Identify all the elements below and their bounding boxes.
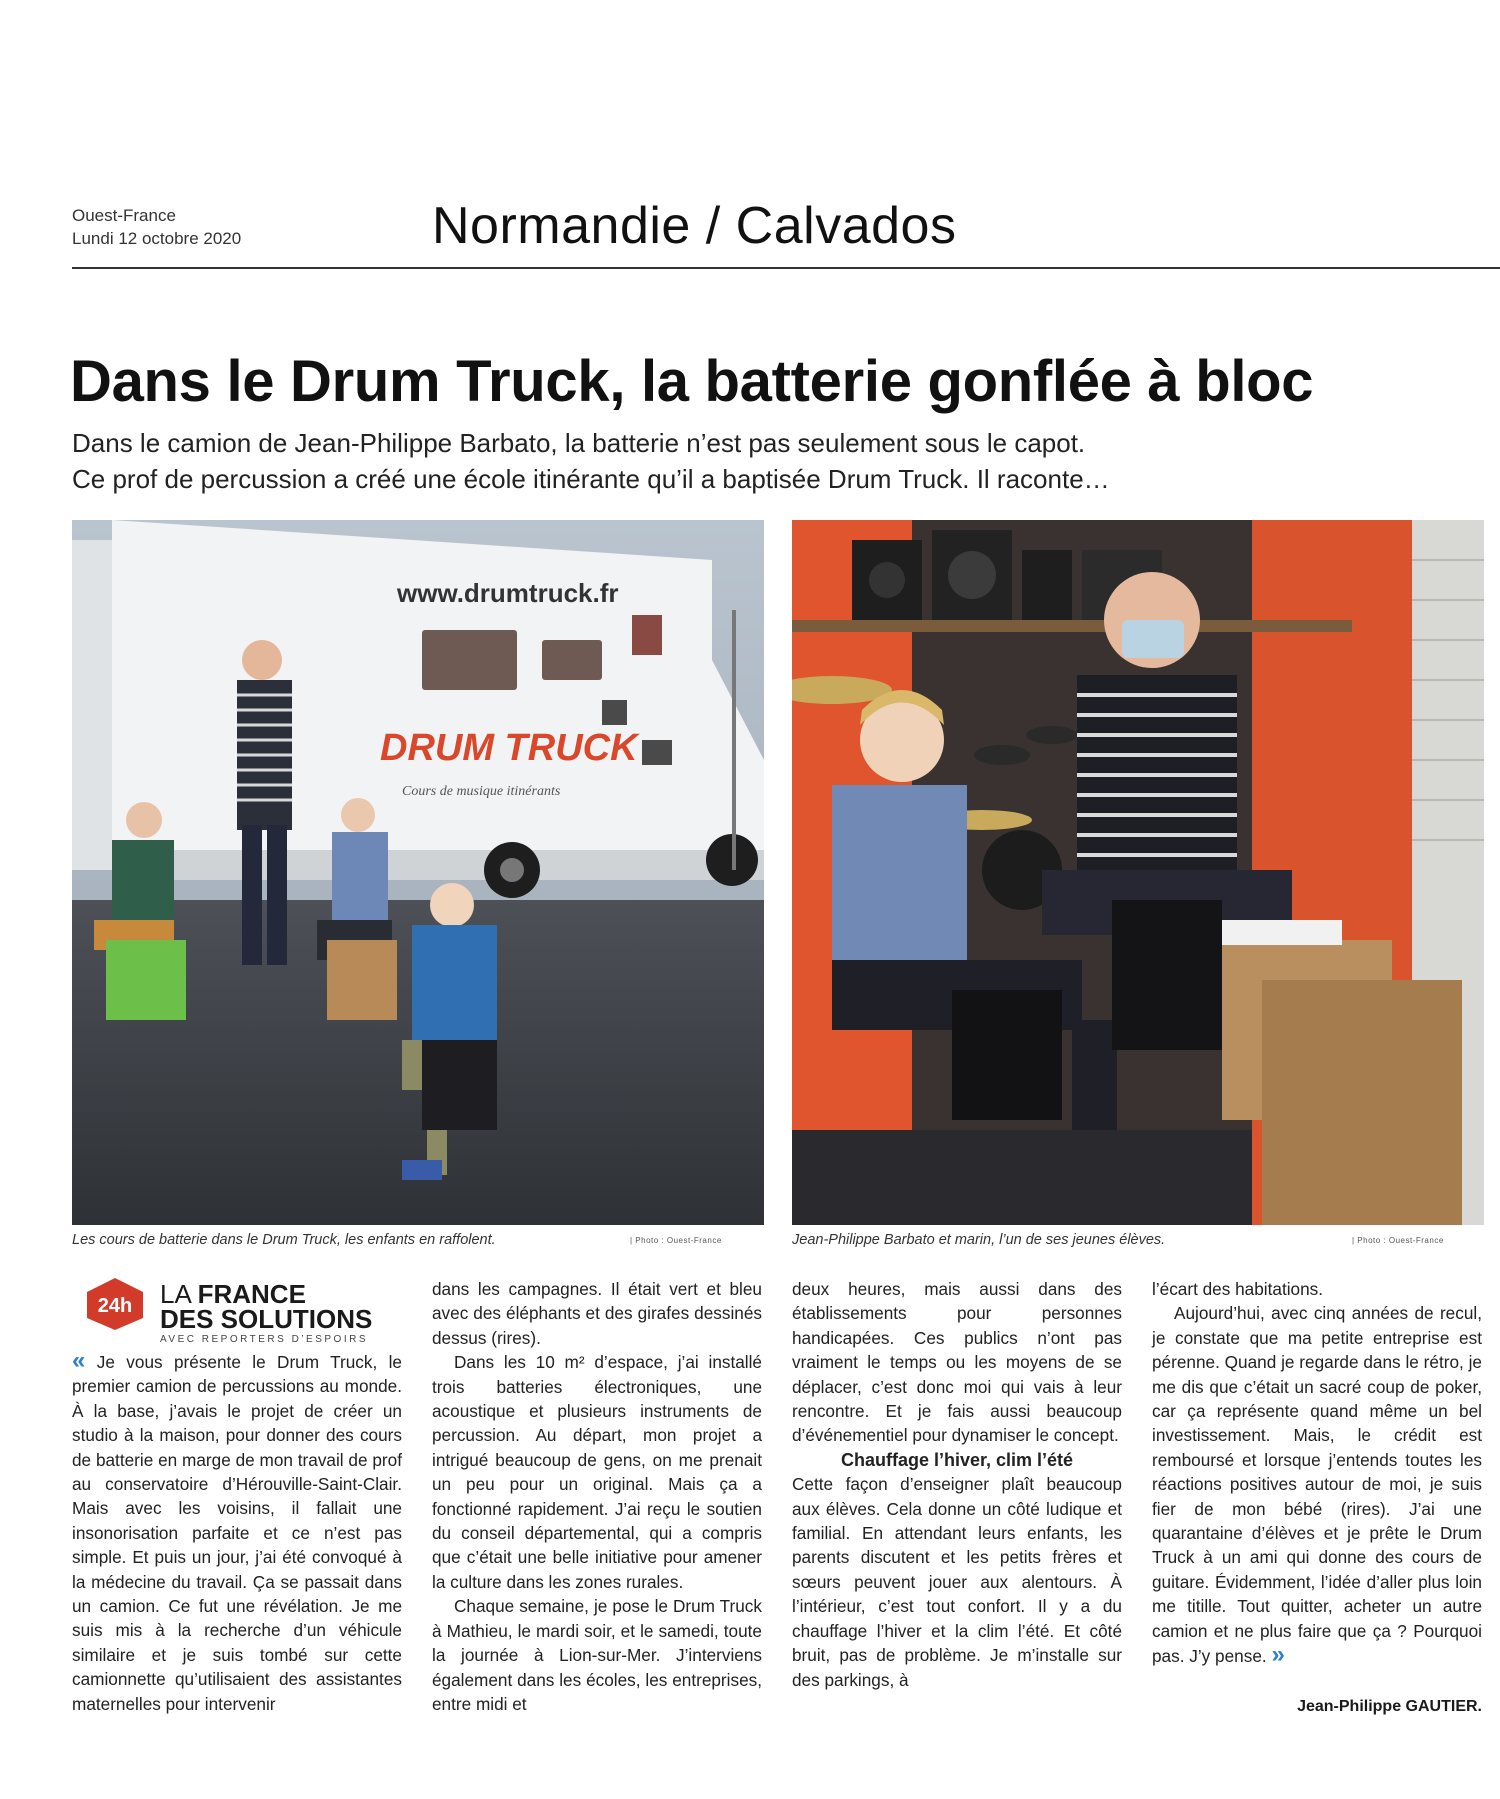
publication-name: Ouest-France bbox=[72, 206, 176, 225]
standfirst-line-2: Ce prof de percussion a créé une école itinérante qu’il a baptisée Drum Truck. Il raconte… bbox=[72, 464, 1110, 494]
photo-studio-illustration bbox=[792, 520, 1484, 1225]
24h-badge-icon bbox=[84, 1276, 146, 1332]
la-france-des-solutions-logo bbox=[160, 1279, 373, 1345]
paragraph-3-continued: deux heures, mais aussi dans des établissements pour personnes handicapées. Ces publics n’ont pas vraiment le temps ou les moyens de se déplacer, c’est donc moi qui vais à leur rencontre. Et je fais aussi beaucoup d’événementiel pour dynamiser le concept. bbox=[792, 1279, 1122, 1446]
photo-drum-truck bbox=[72, 520, 764, 1225]
author-signature: Jean-Philippe GAUTIER. bbox=[1297, 1698, 1482, 1715]
article-column-1 bbox=[72, 1349, 402, 1716]
credit-photo-1: | Photo : Ouest-France bbox=[630, 1236, 722, 1245]
logo-des-solutions: DES SOLUTIONS bbox=[160, 1304, 373, 1334]
caption-photo-1: Les cours de batterie dans le Drum Truck, les enfants en raffolent. bbox=[72, 1232, 496, 1248]
paragraph-4-continued: l’écart des habitations. bbox=[1152, 1279, 1324, 1299]
subheading: Chauffage l’hiver, clim l’été bbox=[840, 1449, 1074, 1470]
paragraph-5 bbox=[1152, 1301, 1482, 1668]
caption-photo-2: Jean-Philippe Barbato et marin, l’un de ses jeunes élèves. bbox=[792, 1232, 1166, 1248]
article-column-2 bbox=[432, 1277, 762, 1716]
paragraph-3: Chaque semaine, je pose le Drum Truck à Mathieu, le mardi soir, et le samedi, toute la journée à Lion-sur-Mer. J’interviens également dans les écoles, les entreprises, entre midi et bbox=[432, 1596, 762, 1714]
standfirst-line-1: Dans le camion de Jean-Philippe Barbato, la batterie n’est pas seulement sous le capot. bbox=[72, 428, 1086, 458]
article-column-3 bbox=[792, 1277, 1122, 1692]
paragraph-1-continued: dans les campagnes. Il était vert et bleu avec des éléphants et des girafes dessinés dessus (rires). bbox=[432, 1279, 762, 1348]
badge-text: 24h bbox=[97, 1295, 133, 1317]
paragraph-4: Cette façon d’enseigner plaît beaucoup aux élèves. Cela donne un côté ludique et familial. En attendant leurs enfants, les parents discutent et les petits frères et sœurs peuvent jouer aux alentours. À l’intérieur, c’est tout confort. Il y a du chauffage l’hiver et la clim l’été. Et côté bruit, pas de problème. Je m’installe sur des parkings, à bbox=[792, 1474, 1122, 1690]
quote-close-icon: » bbox=[1271, 1641, 1285, 1669]
paragraph-1 bbox=[72, 1349, 402, 1716]
paragraph-1-text: Je vous présente le Drum Truck, le premier camion de percussions au monde. À la base, j’avais le projet de créer un studio à la maison, pour donner des cours de batterie en marge de mon travail de prof au conservatoire d’Hérouville-Saint-Clair. Mais avec les voisins, il fallait une insonorisation parfaite et ce n’est pas simple. Et puis un jour, j’ai été convoqué à la médecine du travail. Ça se passait dans un camion. Ce fut une révélation. Je me suis mis à la recherche d’un véhicule similaire et je suis tombé sur cette camionnette qu’utilisaient des assistantes maternelles pour intervenir bbox=[72, 1352, 402, 1714]
paragraph-5-text: Aujourd’hui, avec cinq années de recul, je constate que ma petite entreprise est pérenne. Quand je regarde dans le rétro, je me dis que c’était un sacré coup de poker, car ça représente quand même un bel investissement. Mais, le crédit est remboursé et lorsque j’entends toutes les réactions positives autour de moi, je suis fier de mon bébé (rires). J’ai une quarantaine d’élèves et je prête le Drum Truck à un ami qui donne des cours de guitare. Évidemment, l’idée d’aller plus loin me titille. Tout quitter, acheter un autre camion et ne plus faire que ça ? Pourquoi pas. J’y pense. bbox=[1152, 1303, 1482, 1667]
credit-photo-2: | Photo : Ouest-France bbox=[1352, 1236, 1444, 1245]
truck-url: www.drumtruck.fr bbox=[397, 578, 619, 608]
truck-logo: DRUM TRUCK bbox=[380, 727, 638, 769]
publication-date: Lundi 12 octobre 2020 bbox=[72, 229, 242, 248]
logo-la: LA bbox=[160, 1279, 198, 1309]
section-title: Normandie / Calvados bbox=[432, 197, 957, 255]
photo-drum-truck-illustration bbox=[72, 520, 764, 1225]
logo-france: FRANCE bbox=[197, 1279, 306, 1309]
article-column-4 bbox=[1152, 1277, 1482, 1669]
paragraph-2: Dans les 10 m² d’espace, j’ai installé trois batteries électroniques, une acoustique et plusieurs instruments de percussion. Au départ, mon projet a intrigué beaucoup de gens, on me prenait un peu pour un original. Mais ça a fonctionné rapidement. J’ai reçu le soutien du conseil départemental, qui a compris que c’était une belle initiative pour amener la culture dans les zones rurales. bbox=[432, 1352, 762, 1592]
truck-tagline: Cours de musique itinérants bbox=[402, 784, 561, 799]
logo-reporters: AVEC REPORTERS D’ESPOIRS bbox=[160, 1334, 368, 1345]
header-rule bbox=[72, 267, 1500, 269]
quote-open-icon: « bbox=[72, 1347, 86, 1374]
headline: Dans le Drum Truck, la batterie gonflée à bloc bbox=[70, 349, 1314, 414]
masthead bbox=[72, 204, 241, 250]
photo-studio-interior bbox=[792, 520, 1484, 1225]
standfirst bbox=[72, 425, 1372, 497]
